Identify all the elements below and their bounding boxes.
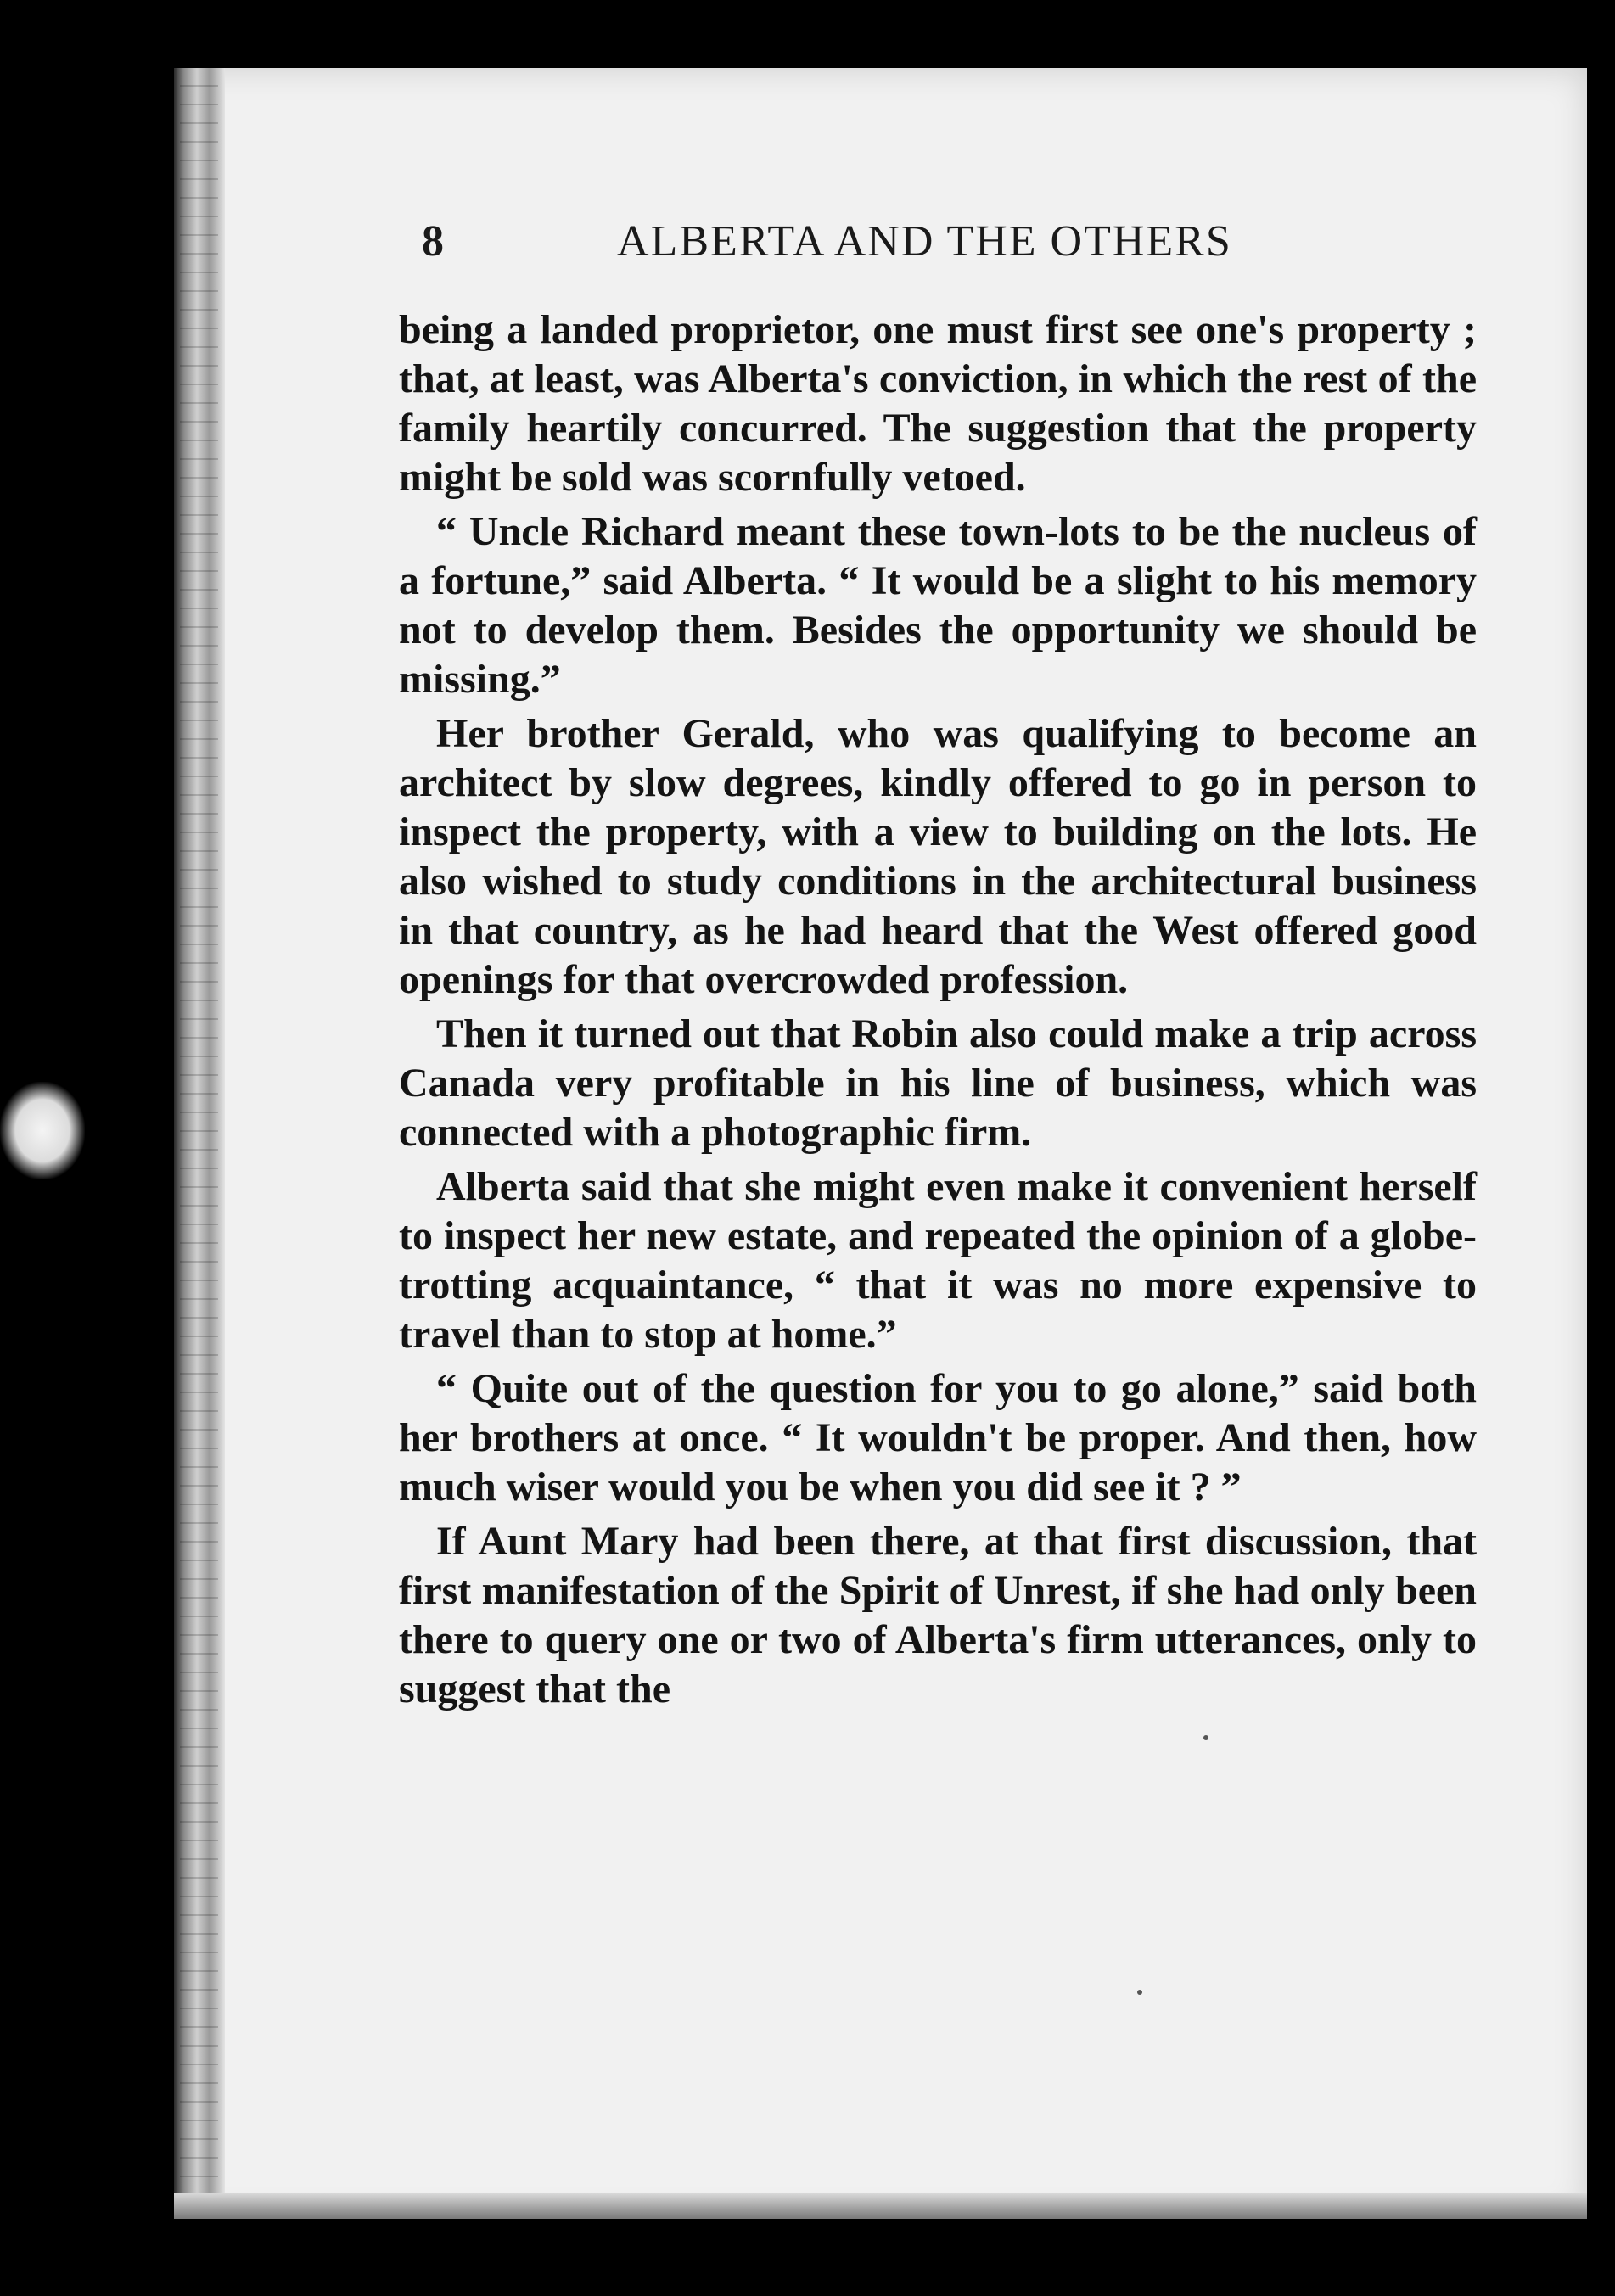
page-header <box>422 216 1287 276</box>
paragraph: Her brother Gerald, who was qualifying to become an architect by slow degrees, kindly offered to go in person to inspect the property, with a view to building on the lots. He also wished to study conditions in the architectural business in that country, as he had heard that the West offered good openings for that overcrowded profession. <box>399 711 1477 1002</box>
paragraph: If Aunt Mary had been there, at that first discussion, that first manifestation of the Spirit of Unrest, if she had only been there to query one or two of Alberta's firm utterances, only to suggest that the <box>399 1519 1477 1711</box>
paragraph: Then it turned out that Robin also could make a trip across Canada very profitable in his line of business, which was connected with a photographic firm. <box>399 1011 1477 1155</box>
print-speck <box>1137 1990 1142 1995</box>
running-title: ALBERTA AND THE OTHERS <box>617 217 1232 266</box>
scan-artifact <box>0 1082 85 1179</box>
paragraph: “ Uncle Richard meant these town-lots to be the nucleus of a fortune,” said Alberta. “ It would be a slight to his memory not to develop them. Besides the opportunity we should be missing.” <box>399 509 1477 702</box>
paragraph: Alberta said that she might even make it convenient herself to inspect her new estate, and repeated the opinion of a globe-trotting acquaintance, “ that it was no more expensive to travel than to stop at home.” <box>399 1164 1477 1357</box>
page-bottom-edge <box>174 2193 1587 2219</box>
body-text <box>399 305 1477 1719</box>
print-speck <box>1203 1735 1208 1740</box>
paragraph: being a landed proprietor, one must first see one's property ; that, at least, was Alberta's conviction, in which the rest of the family heartily concurred. The suggestion that the property might be sold was scornfully vetoed. <box>399 307 1477 500</box>
spine-texture <box>180 85 218 2189</box>
page-number: 8 <box>422 217 444 266</box>
paragraph: “ Quite out of the question for you to go alone,” said both her brothers at once. “ It wouldn't be proper. And then, how much wiser would you be when you did see it ? ” <box>399 1366 1477 1509</box>
